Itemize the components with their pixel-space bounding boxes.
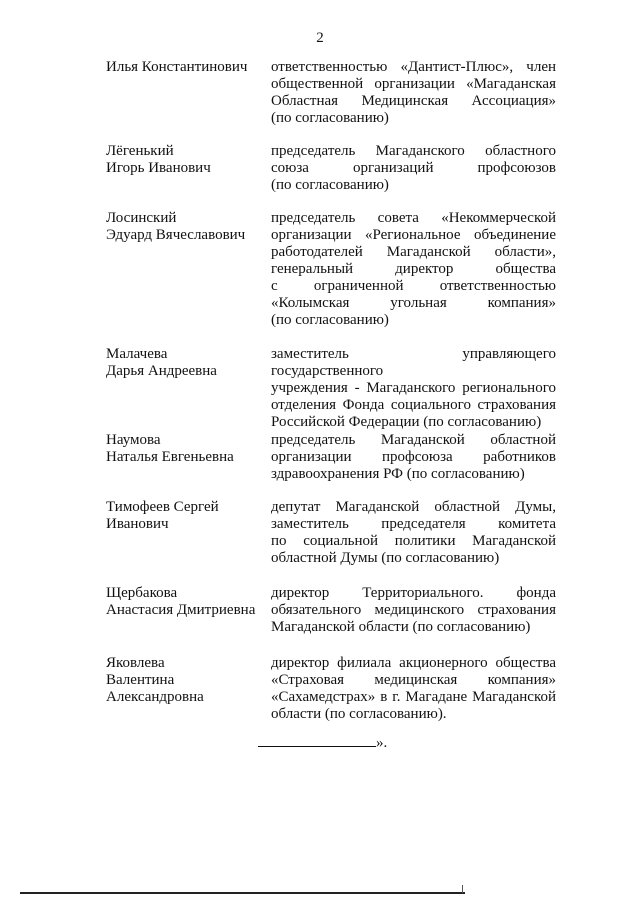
member-position-line: депутат Магаданской областной Думы, — [271, 499, 556, 515]
member-position-line: Российской Федерации (по согласованию) — [271, 414, 542, 430]
member-name — [106, 59, 266, 76]
member-name — [106, 143, 266, 177]
member-name — [106, 585, 266, 619]
member-position — [271, 499, 556, 567]
member-name-line: Тимофеев Сергей — [106, 499, 219, 515]
member-position — [271, 59, 556, 127]
member-position-line: «Колымская угольная компания» — [271, 295, 556, 311]
member-name-line: Наумова — [106, 432, 161, 448]
member-position-line: с ограниченной ответственностью — [271, 278, 556, 294]
member-position-line: директор Территориального. фонда — [271, 585, 556, 601]
footer-divider-tick — [462, 885, 463, 893]
member-position-line: «Сахамедстрах» в г. Магадане Магаданской — [271, 689, 556, 705]
member-position-line: областной Думы (по согласованию) — [271, 550, 500, 566]
member-position-line: отделения Фонда социального страхования — [271, 397, 556, 413]
member-position — [271, 585, 556, 636]
member-position-line: организации «Региональное объединение — [271, 227, 556, 243]
member-position-line: здравоохранения РФ (по согласованию) — [271, 466, 525, 482]
member-name-line: Яковлева — [106, 655, 165, 671]
member-name — [106, 655, 266, 706]
member-position — [271, 655, 556, 723]
member-name — [106, 432, 266, 466]
member-position-line: общественной организации «Магаданская — [271, 76, 556, 92]
member-position-line: Магаданской области (по согласованию) — [271, 619, 531, 635]
member-name-line: Валентина — [106, 672, 175, 688]
member-position-line: генеральный директор общества — [271, 261, 556, 277]
blank-underline — [258, 734, 376, 747]
member-position-line: обязательного медицинского страхования — [271, 602, 556, 618]
member-position-line: заместитель председателя комитета — [271, 516, 556, 532]
page-number: 2 — [316, 30, 324, 46]
member-position-line: заместитель управляющего государственного — [271, 346, 556, 379]
member-position-line: учреждения - Магаданского регионального — [271, 380, 556, 396]
member-position-line: Областная Медицинская Ассоциация» — [271, 93, 556, 109]
member-name — [106, 346, 266, 380]
member-name-line: Лосинский — [106, 210, 177, 226]
member-position-line: директор филиала акционерного общества — [271, 655, 556, 671]
footer-divider — [20, 892, 465, 894]
member-position — [271, 346, 556, 431]
member-position-line: председатель совета «Некоммерческой — [271, 210, 556, 226]
member-name-line: Александровна — [106, 689, 204, 705]
closing-quote: ». — [376, 735, 388, 751]
member-position-line: союза организаций профсоюзов — [271, 160, 556, 176]
member-name-line: Щербакова — [106, 585, 178, 601]
member-position-line: «Страховая медицинская компания» — [271, 672, 556, 688]
member-name-line: Лёгенький — [106, 143, 174, 159]
member-position-line: по социальной политики Магаданской — [271, 533, 556, 549]
member-name-line: Иванович — [106, 516, 169, 532]
closing-mark — [258, 734, 387, 752]
member-position — [271, 432, 556, 483]
member-position-line: работодателей Магаданской области», — [271, 244, 556, 260]
member-name — [106, 499, 266, 533]
member-position-line: области (по согласованию). — [271, 706, 447, 722]
member-position-line: (по согласованию) — [271, 110, 389, 126]
member-name — [106, 210, 266, 244]
member-name-line: Илья Константинович — [106, 59, 248, 75]
member-name-line: Анастасия Дмитриевна — [106, 602, 256, 618]
member-name-line: Малачева — [106, 346, 168, 362]
member-name-line: Эдуард Вячеславович — [106, 227, 246, 243]
member-position-line: организации профсоюза работников — [271, 449, 556, 465]
member-name-line: Дарья Андреевна — [106, 363, 217, 379]
member-position-line: (по согласованию) — [271, 177, 389, 193]
member-position-line: председатель Магаданской областной — [271, 432, 556, 448]
member-position-line: председатель Магаданского областного — [271, 143, 556, 159]
member-name-line: Наталья Евгеньевна — [106, 449, 234, 465]
member-name-line: Игорь Иванович — [106, 160, 211, 176]
member-position — [271, 210, 556, 329]
member-position-line: (по согласованию) — [271, 312, 389, 328]
member-position — [271, 143, 556, 194]
member-position-line: ответственностью «Дантист-Плюс», член — [271, 59, 556, 75]
